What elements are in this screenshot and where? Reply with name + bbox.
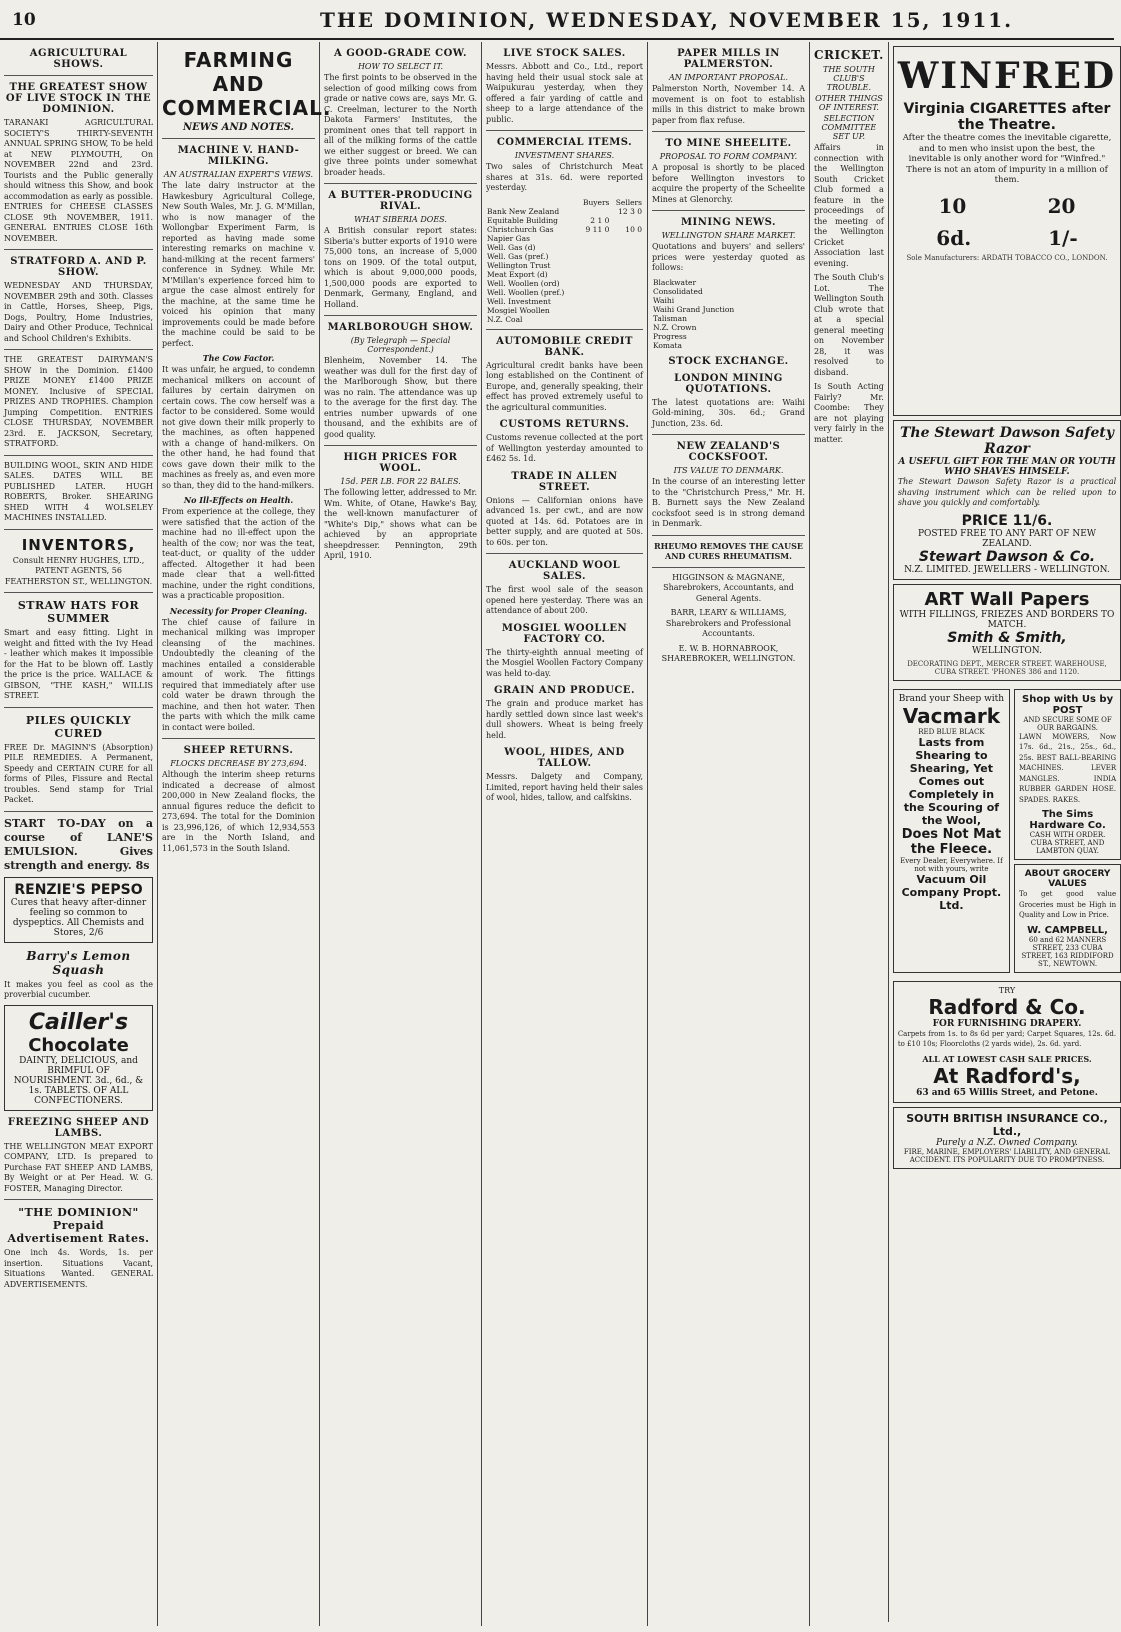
winfred-count-1: 10 [938,193,967,218]
smith-addr: DECORATING DEPT., MERCER STREET. WAREHOUSE, CUBA STREET. 'PHONES 386 and 1120. [907,659,1107,676]
vacmark-brand: Vacmark [902,703,1001,728]
butter-rival-heading: A BUTTER-PRODUCING RIVAL. [328,190,473,212]
cricket-heading: CRICKET. [814,48,884,62]
table-row: N.Z. Coal [487,314,523,324]
inventors-heading: INVENTORS, [21,535,136,554]
farming-commercial-heading: FARMING AND COMMERCIAL. [162,48,332,120]
radford-addr: 63 and 65 Willis Street, and Petone. [916,1087,1098,1098]
straw-hats-ad: Smart and easy fitting. Light in weight and fitted with the Ivy Head - leather which makes it impossible for the Hat to be blown off. Lastly the price is the price. WALLACE & GIBSON, "THE KASH," WILLIS STREET. [4,628,156,700]
freezing-heading: FREEZING SHEEP AND LAMBS. [7,1116,150,1139]
meat-export-notice: THE WELLINGTON MEAT EXPORT COMPANY, LTD. Is prepared to Purchase FAT SHEEP AND LAMBS, By Weight or at Per Head. W. G. FOSTER, Managing Director. [4,1141,156,1193]
insurance-ad [893,1107,1121,1169]
table-row: Napier Gas [487,233,530,243]
vacmark-ad [893,689,1010,973]
table-row: Bank New Zealand 12 3 0 [487,206,642,216]
auckland-wool-text: The first wool sale of the season opened here yesterday. There was an attendance of about 200. [486,585,646,615]
butter-rival-text: A British consular report states: Siberia's butter exports of 1910 were 75,000 tons, an increase of 5,000 tons on 1909. Of the total output, which is about 9,000,000 poods, 1,500,000 poods are exported to Denmark, Germany, England, and Holland. [324,226,480,309]
vacmark-notmat: Does Not Mat the Fleece. [901,826,1002,857]
insurance-sub: Purely a N.Z. Owned Company. [936,1137,1078,1148]
wool-hides-heading: WOOL, HIDES, AND TALLOW. [504,747,625,769]
dairyman-show-notice: THE GREATEST DAIRYMAN'S SHOW in the Dominion. £1400 PRIZE MONEY £1400 PRIZE MONEY. Inclusive of SPECIAL PRIZES AND TROPHIES. Champion Jumping Competition. ENTRIES CLOSE THURSDAY, NOVEMBER 23rd. E. JACKSON, Secretary, STRATFORD. [4,355,156,448]
mosgiel-text: The thirty-eighth annual meeting of the Mosgiel Woollen Factory Company was held to-day. [486,647,646,678]
greatest-show-heading: THE GREATEST SHOW OF LIVE STOCK IN THE DOMINION. [5,82,152,115]
butter-rival-sub: WHAT SIBERIA DOES. [354,215,447,224]
trade-heading: TRADE IN ALLEN STREET. [511,470,618,493]
good-cow-heading: A GOOD-GRADE COW. [334,48,467,59]
renzie-pepso-ad [4,877,153,943]
smith-wallpaper-ad [893,584,1121,681]
winfred-prices [898,194,1116,218]
chocolate-ad [4,1005,153,1111]
ill-effects-text: From experience at the college, they were satisfied that the action of the machine had no ill-effect upon the health of the cow; nor was the teat, teat-duct, or quality of the udder affected. Altogether it had been made clear that a well-fitted machine, under the right conditions, was a practicable proposition. [162,507,318,600]
dawson-desc: The Stewart Dawson Safety Razor is a practical shaving instrument which can be relied upon to shave you quickly and comfortably. [897,477,1119,507]
dawson-posted: POSTED FREE TO ANY PART OF NEW ZEALAND. [917,528,1097,549]
sims-sub: AND SECURE SOME OF OUR BARGAINS. [1023,715,1112,732]
stratford-show-notice: WEDNESDAY AND THURSDAY, NOVEMBER 29th and 30th. Classes in Cattle, Horses, Sheep, Pigs, Dogs, Poultry, Home Industries, Dairy and Other Produce, Technical and School Children's Exhibits. [4,281,156,343]
high-prices-sub: 15d. PER LB. FOR 22 BALES. [340,477,461,486]
wool-sales-notice: BUILDING WOOL, SKIN AND HIDE SALES. DATES WILL BE PUBLISHED LATER. HUGH ROBERTS, Broker. SHEARING SHED WITH 4 WOLSELEY MACHINES INSTALLED. [4,460,156,522]
table-row: Wellington Trust [487,260,551,270]
auckland-wool-heading: AUCKLAND WOOL SALES. [508,560,621,582]
henry-hughes-ad: Consult HENRY HUGHES, LTD., PATENT AGENTS, 56 FEATHERSTON ST., WELLINGTON. [4,555,153,586]
customs-heading: CUSTOMS RETURNS. [499,419,630,430]
live-stock-heading: LIVE STOCK SALES. [503,48,626,59]
auto-bank-heading: AUTOMOBILE CREDIT BANK. [496,335,633,358]
winfred-maker: Sole Manufacturers: ARDATH TOBACCO CO., LONDON. [906,253,1108,262]
vacmark-dealer: Every Dealer, Everywhere. If not with yours, write [900,856,1003,873]
grain-text: The grain and produce market has hardly settled down since last week's dull showers. Wheat is being freely held. [486,699,646,740]
campbell-addr: 60 and 62 MANNERS STREET, 233 CUBA STREET, 163 RIDDIFORD ST., NEWTOWN. [1021,935,1114,968]
table-row: Meat Export (d) [487,269,548,279]
column-6 [810,42,1119,1626]
paper-mills-heading: PAPER MILLS IN PALMERSTON. [677,48,780,70]
taranaki-show-notice: TARANAKI AGRICULTURAL SOCIETY'S THIRTY-SEVENTH ANNUAL SPRING SHOW, To be held at NEW PLYMOUTH, On NOVEMBER 22nd and 23rd. Tourists and the Public generally should witness this Show, and book accommodation as early as possible. ENTRIES for CHEESE CLASSES CLOSE 9th NOVEMBER, 1911. GENERAL ENTRIES CLOSE 16th NOVEMBER. [4,118,156,243]
table-row: Waihi Grand Junction [653,304,735,314]
sims-ad [1014,689,1121,861]
mining-news-text: Quotations and buyers' and sellers' prices were yesterday quoted as follows: [652,242,808,272]
customs-text: Customs revenue collected at the port of Wellington yesterday amounted to £462 5s. 1d. [486,433,646,463]
london-mining-text: The latest quotations are: Waihi Gold-mining, 30s. 6d.; Grand Junction, 23s. 6d. [652,397,808,428]
investment-shares-text: Two sales of Christchurch Meat shares at 31s. 6d. were reported yesterday. [486,162,646,192]
table-row: Well. Gas (d) [487,242,536,252]
table-row: Well. Investment [487,296,551,306]
vacmark-lines: Lasts from Shearing to Shearing, Yet Comes out Completely in the Scouring of the Wool, [903,735,1000,827]
table-row: Progress [653,331,687,341]
agricultural-shows-heading: AGRICULTURAL SHOWS. [29,48,128,70]
sheep-returns-text: Although the interim sheep returns indicated a decrease of almost 200,000 in New Zealand flocks, the annual figures reduce the deficit to 273,694. The total for the Dominion is 23,996,126, of which 12,934,553 are in the North Island, and 11,061,573 in the South Island. [162,770,318,853]
lemon-squash-heading: Barry's Lemon Squash [26,948,131,977]
column-1 [0,42,158,1626]
stock-exchange-heading: STOCK EXCHANGE. [668,355,789,367]
cow-factor-text: It was unfair, he argued, to condemn mechanical milkers on account of failures by certain dairymen on certain cows. The cow herself was a factor to be considered. Some would not give down their milk properly to the machines, as often happened with a change of hand-milkers. On the other hand, he had found that cows gave down their milk to the machines as freely as, and even more so than, they did to the hand-milkers. [162,365,318,490]
trade-text: Onions — Californian onions have advanced 1s. per cwt., and are now quoted at 14s. 6d. Potatoes are in better supply, and are quoted at 50s. to 60s. per ton. [486,495,646,547]
investment-shares-heading: INVESTMENT SHARES. [514,151,615,160]
table-row: Well. Woollen (ord) [487,278,560,288]
sims-firm: The Sims Hardware Co. [1029,809,1106,831]
chocolate-title: Chocolate [28,1034,129,1056]
renzie-pepso-title: RENZIE'S PEPSO [14,881,143,898]
mosgiel-heading: MOSGIEL WOOLLEN FACTORY CO. [501,622,628,645]
table-row: Komata [653,340,682,350]
piles-heading: PILES QUICKLY CURED [25,713,132,740]
dawson-title: The Stewart Dawson Safety Razor [900,425,1114,457]
radford-desc: Carpets from 1s. to 8s 6d per yard; Carpet Squares, 12s. 6d. to £10 10s; Floorcloths (2 yards wide), 2s. 6d. yard. [897,1029,1119,1048]
mine-sheelite-heading: TO MINE SHEELITE. [665,138,792,149]
radford-firm: Radford & Co. [928,994,1086,1019]
radford-at: At Radford's, [933,1063,1081,1088]
campbell-firm: W. CAMPBELL, [1027,924,1108,936]
cocksfoot-heading: NEW ZEALAND'S COCKSFOOT. [676,441,781,463]
campbell-ad [1014,864,1121,973]
chocolate-brand: Cailler's [28,1009,129,1035]
table-row: Talisman [653,313,687,323]
table-row: N.Z. Crown [653,322,697,332]
high-prices-heading: HIGH PRICES FOR WOOL. [343,452,458,474]
column-5 [648,42,810,1626]
table-row: Equitable Building 2 1 0 [487,215,610,225]
mines-table [652,278,805,350]
dawson-sub: A USEFUL GIFT FOR THE MAN OR YOUTH WHO SHAVES HIMSELF. [898,457,1116,477]
radford-sub: FOR FURNISHING DRAPERY. [932,1018,1082,1029]
hornabrook-ad: E. W. B. HORNABROOK, SHAREBROKER, WELLINGTON. [661,643,796,663]
lemon-squash-text: It makes you feel as cool as the proverbial cucumber. [4,979,156,999]
auto-bank-text: Agricultural credit banks have been long established on the Continent of Europe, and, generally speaking, their effect has proved extremely useful to the agricultural communities. [486,360,646,412]
smith-firm-sub: WELLINGTON. [972,645,1042,656]
campbell-title: ABOUT GROCERY VALUES [1024,869,1111,889]
sims-items: LAWN MOWERS, Now 17s. 6d., 21s., 25s., 6d., 25s. BEST BALL-BEARING MACHINES. LEVER MANGLES. INDIA RUBBER GARDEN HOSE. SPADES. RAKES. [1018,732,1119,804]
page-number: 10 [12,10,36,30]
good-cow-sub: HOW TO SELECT IT. [357,62,444,71]
cricket-text-2: The South Club's Lot. The Wellington South Club wrote that at a special general meeting on November 28, it was resolved to disband. [814,273,887,377]
cleaning-heading: Necessity for Proper Cleaning. [169,605,308,616]
chocolate-text: DAINTY, DELICIOUS, and BRIMFUL OF NOURISHMENT. 3d., 6d., & 1s. TABLETS. OF ALL CONFECTIONERS. [13,1055,144,1106]
winfred-count-2: 20 [1047,193,1076,218]
cricket-sub-1: THE SOUTH CLUB'S TROUBLE. [823,65,875,92]
news-notes-subheading: NEWS AND NOTES. [182,122,294,133]
winfred-desc: After the theatre comes the inevitable cigarette, and to men who insist upon the best, the inevitable is only another word for "Winfred." There is not an atom of impurity in a million of them. [902,133,1114,185]
winfred-price-1: 6d. [936,225,972,250]
cricket-sub-2: OTHER THINGS OF INTEREST. [815,94,883,112]
table-row: Christchurch Gas 9 11 0 10 0 [487,224,642,234]
newspaper-title: THE DOMINION, WEDNESDAY, NOVEMBER 15, 1911. [320,8,1014,32]
straw-hats-heading: STRAW HATS FOR SUMMER [17,599,140,625]
cocksfoot-sub: ITS VALUE TO DENMARK. [673,466,784,475]
high-prices-text: The following letter, addressed to Mr. Wm. White, of Otane, Hawke's Bay, the well-known manufacturer of "White's Dip," shows what can be achieved by an appropriate sheepdresser. Pennington, 29th April, 1910. [324,488,480,560]
vacmark-colors: RED BLUE BLACK [918,727,985,736]
cleaning-text: The chief cause of failure in mechanical milking was improper cleansing of the machines. Undoubtedly the cleaning of the machines entailed a considerable amount of work. The fittings required that immediately after use cold water be drawn through the machine, and then hot water. Then the parts with which the milk came in contact were boiled. [162,617,318,732]
radford-sale: ALL AT LOWEST CASH SALE PRICES. [922,1053,1092,1064]
winfred-price-2: 1/- [1048,225,1078,250]
radford-ad [893,981,1121,1103]
column-2 [158,42,332,1626]
marlborough-text: Blenheim, November 14. The weather was dull for the first day of the Marlborough Show, but there was no rain. The attendance was up to the average for the first day. The entries number upwards of one thousand, and the exhibits are of good quality. [324,356,480,439]
mine-sheelite-text: A proposal is shortly to be placed before Wellington investors to acquire the property of the Scheelite Mines at Glenorchy. [652,163,808,204]
rheumo-ad: RHEUMO REMOVES THE CAUSE AND CURES RHEUMATISM. [653,540,806,561]
column-4 [482,42,648,1626]
vacmark-lead: Brand your Sheep with [898,693,1005,704]
shares-table: Buyers Sellers Bank New Zealand 12 3 0 Equitable Building 2 1 0 Christchurch Gas 9 11 0 10 0 Napier Gas Well. Gas (d) Well. Gas (pref.) Wellington Trust Meat Export (d) Well. Woollen (ord) Well. Woollen (pref.) Well. Investment Mosgiel Woollen N.Z. Coal [487,197,642,324]
cricket-text-3: Is South Acting Fairly? Mr. Coombe: They are not playing very fairly in the matter. [814,382,887,444]
commercial-items-heading: COMMERCIAL ITEMS. [496,137,633,148]
smith-firm: Smith & Smith, [947,629,1067,646]
dawson-razor-ad [893,420,1121,580]
mining-news-sub: WELLINGTON SHARE MARKET. [661,231,796,240]
live-stock-text: Messrs. Abbott and Co., Ltd., report having held their usual stock sale at Waipukurau yesterday, when they offered a fair yarding of cattle and sheep to a large attendance of the public. [486,62,646,124]
masthead [0,0,1114,40]
column-3 [320,42,482,1626]
lanes-emulsion-ad: START TO-DAY on a course of LANE'S EMULSION. Gives strength and energy. 8s [4,816,157,872]
sims-title: Shop with Us by POST [1022,693,1114,716]
piles-ad: FREE Dr. MAGINN'S (Absorption) PILE REMEDIES. A Permanent, Speedy and CERTAIN CURE for all forms of Piles, Fissure and Rectal troubles. Send stamp for Trial Packet. [4,742,156,804]
sheep-returns-sub: FLOCKS DECREASE BY 273,694. [170,759,307,768]
marlborough-sub: (By Telegraph — Special Correspondent.) [350,336,451,354]
cricket-sub-3: SELECTION COMMITTEE SET UP. [821,114,877,141]
machine-milking-sub: AN AUSTRALIAN EXPERT'S VIEWS. [163,170,314,179]
cricket-text-1: Affairs in connection with the Wellington South Cricket Club formed a feature in the proceedings of the meeting of the Wellington Cricket Association last evening. [814,143,887,268]
barr-ad: BARR, LEARY & WILLIAMS, Sharebrokers and Professional Accountants. [665,608,794,638]
good-cow-text: The first points to be observed in the selection of good milking cows from grade or native cows are, says Mr. G. C. Creelman, lecturer to the North Dakota Farmers' Institutes, the prominent ones that tell rapport in all of the milking forms of the cattle we either suggest or breed. We can give three points under somewhat broader heads. [324,73,480,177]
paper-mills-text: Palmerston North, November 14. A movement is on foot to establish mills in this district to make brown paper from flax refuse. [652,84,808,125]
rates-text: One inch 4s. Words, 1s. per insertion. Situations Vacant, Situations Wanted. GENERAL ADVERTISEMENTS. [4,1248,156,1289]
machine-milking-text: The late dairy instructor at the Hawkesbury Agricultural College, New South Wales, Mr. J. G. M'Millan, who is now manager of the Wollongbar Experiment Farm, is reported as having made some interesting remarks on machine v. hand-milking at the recent farmers' conference in Sydney. While Mr. M'Millan's experience forced him to argue the case almost entirely for the machine, at the same time he voiced his opinion that many improvements could be made before the machine could be said to be perfect. [162,181,318,348]
winfred-brand: WINFRED [897,55,1117,97]
vacmark-company: Vacuum Oil Company Propt. Ltd. [901,872,1002,912]
machine-milking-heading: MACHINE V. HAND-MILKING. [177,145,300,167]
table-row: Consolidated [653,286,703,296]
sims-firm-sub: CASH WITH ORDER. CUBA STREET, AND LAMBTON QUAY. [1029,831,1106,855]
winfred-ad [893,46,1121,416]
dawson-firm: Stewart Dawson & Co. [918,548,1096,565]
smith-sub: WITH FILLINGS, FRIEZES AND BORDERS TO MATCH. [899,609,1115,630]
cocksfoot-text: In the course of an interesting letter to the "Christchurch Press," Mr. H. B. Burnett says the New Zealand cocksfoot seed is in strong demand in Denmark. [652,477,808,528]
wool-hides-text: Messrs. Dalgety and Company, Limited, report having held their sales of wool, hides, tallow, and calfskins. [486,772,646,802]
dawson-firm-sub: N.Z. LIMITED. JEWELLERS - WELLINGTON. [904,564,1110,575]
table-row: Mosgiel Woollen [487,305,550,315]
stratford-show-heading: STRATFORD A. AND P. SHOW. [10,256,147,278]
dominion-rates-heading: "THE DOMINION" Prepaid Advertisement Rates. [7,1206,150,1245]
radford-lead: TRY [998,985,1016,995]
insurance-lines: FIRE, MARINE, EMPLOYERS' LIABILITY, AND GENERAL ACCIDENT. ITS POPULARITY DUE TO PROMPTNESS. [903,1147,1111,1164]
mining-news-heading: MINING NEWS. [680,217,777,228]
grain-heading: GRAIN AND PRODUCE. [494,685,635,696]
table-row: Waihi [653,295,675,305]
dawson-price: PRICE 11/6. [961,512,1053,529]
higginson-ad: HIGGINSON & MAGNANE, Sharebrokers, Accountants, and General Agents. [663,572,797,603]
cow-factor-heading: The Cow Factor. [202,353,275,363]
table-row: Well. Woollen (pref.) [487,287,565,297]
marlborough-heading: MARLBOROUGH SHOW. [327,322,474,333]
sheep-returns-heading: SHEEP RETURNS. [183,745,294,756]
smith-title: ART Wall Papers [924,588,1090,610]
campbell-desc: To get good value Groceries must be High in Quality and Low in Price. [1018,890,1119,919]
insurance-title: SOUTH BRITISH INSURANCE CO., Ltd., [906,1111,1108,1138]
paper-mills-sub: AN IMPORTANT PROPOSAL. [668,73,789,82]
winfred-product: Virginia CIGARETTES after the Theatre. [903,101,1111,133]
table-row: Blackwater [653,277,697,287]
renzie-pepso-text: Cures that heavy after-dinner feeling so common to dyspeptics. All Chemists and Stores, 2/6 [10,897,147,938]
london-mining-heading: LONDON MINING QUOTATIONS. [674,372,783,395]
ill-effects-heading: No Ill-Effects on Health. [183,495,294,505]
mine-sheelite-sub: PROPOSAL TO FORM COMPANY. [659,152,798,161]
table-row: Well. Gas (pref.) [487,251,549,261]
